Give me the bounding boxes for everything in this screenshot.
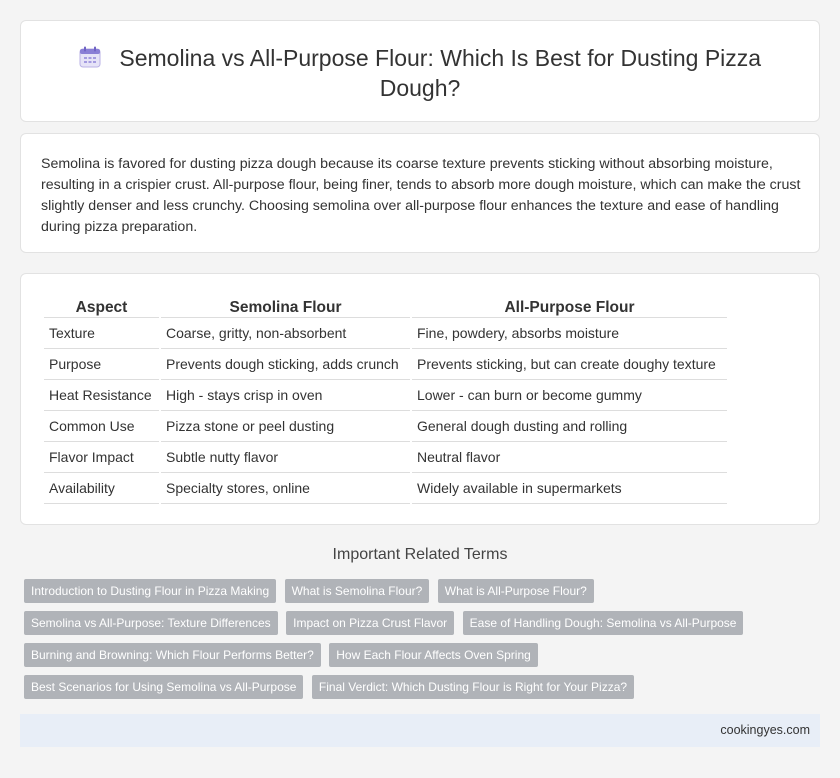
cell-aspect: Flavor Impact [44,442,159,473]
tag-row [24,579,804,611]
related-term-link[interactable]: Impact on Pizza Crust Flavor [286,611,454,635]
tag-row [24,611,804,643]
tag-row [24,675,804,707]
comparison-table-card [20,273,820,525]
table-row [44,411,727,442]
header-semolina: Semolina Flour [161,294,410,318]
comparison-table [42,294,729,504]
cell-all-purpose: Lower - can burn or become gummy [412,380,727,411]
footer [20,714,820,747]
cell-semolina: Specialty stores, online [161,473,410,504]
cell-aspect: Heat Resistance [44,380,159,411]
tag-row [24,643,804,675]
related-term-link[interactable]: What is All-Purpose Flour? [438,579,594,603]
page-title: Semolina vs All-Purpose Flour: Which Is Best for Dusting Pizza Dough? [119,45,762,101]
table-row [44,380,727,411]
cell-semolina: Subtle nutty flavor [161,442,410,473]
related-terms-list [24,579,804,707]
cell-aspect: Common Use [44,411,159,442]
cell-all-purpose: Neutral flavor [412,442,727,473]
footer-site-name[interactable]: cookingyes.com [720,723,810,737]
related-term-link[interactable]: Best Scenarios for Using Semolina vs All-Purpose [24,675,303,699]
cell-all-purpose: Widely available in supermarkets [412,473,727,504]
cell-aspect: Purpose [44,349,159,380]
table-header-row [44,294,727,318]
related-term-link[interactable]: What is Semolina Flour? [285,579,430,603]
cell-semolina: Pizza stone or peel dusting [161,411,410,442]
related-term-link[interactable]: How Each Flour Affects Oven Spring [329,643,538,667]
intro-paragraph: Semolina is favored for dusting pizza dough because its coarse texture prevents sticking without absorbing moisture, resulting in a crispier crust. All-purpose flour, being finer, tends to absorb more dough moisture, which can make the crust slightly denser and less crunchy. Choosing semolina over all-purpose flour enhances the texture and ease of handling during pizza preparation. [41,156,801,235]
cell-all-purpose: Fine, powdery, absorbs moisture [412,318,727,349]
header-aspect: Aspect [44,294,159,318]
table-row [44,318,727,349]
header-all-purpose: All-Purpose Flour [412,294,727,318]
cell-semolina: Coarse, gritty, non-absorbent [161,318,410,349]
cell-all-purpose: General dough dusting and rolling [412,411,727,442]
cell-semolina: Prevents dough sticking, adds crunch [161,349,410,380]
related-terms-heading: Important Related Terms [332,546,508,563]
cell-all-purpose: Prevents sticking, but can create doughy texture [412,349,727,380]
calendar-icon [79,46,101,68]
related-term-link[interactable]: Final Verdict: Which Dusting Flour is Right for Your Pizza? [312,675,634,699]
intro-card [20,133,820,253]
table-row [44,473,727,504]
table-row [44,442,727,473]
cell-aspect: Texture [44,318,159,349]
related-term-link[interactable]: Semolina vs All-Purpose: Texture Differences [24,611,278,635]
header-card [20,20,820,122]
cell-aspect: Availability [44,473,159,504]
cell-semolina: High - stays crisp in oven [161,380,410,411]
table-row [44,349,727,380]
related-term-link[interactable]: Introduction to Dusting Flour in Pizza Making [24,579,276,603]
title-wrap [61,43,779,103]
related-term-link[interactable]: Ease of Handling Dough: Semolina vs All-Purpose [463,611,744,635]
related-term-link[interactable]: Burning and Browning: Which Flour Performs Better? [24,643,321,667]
